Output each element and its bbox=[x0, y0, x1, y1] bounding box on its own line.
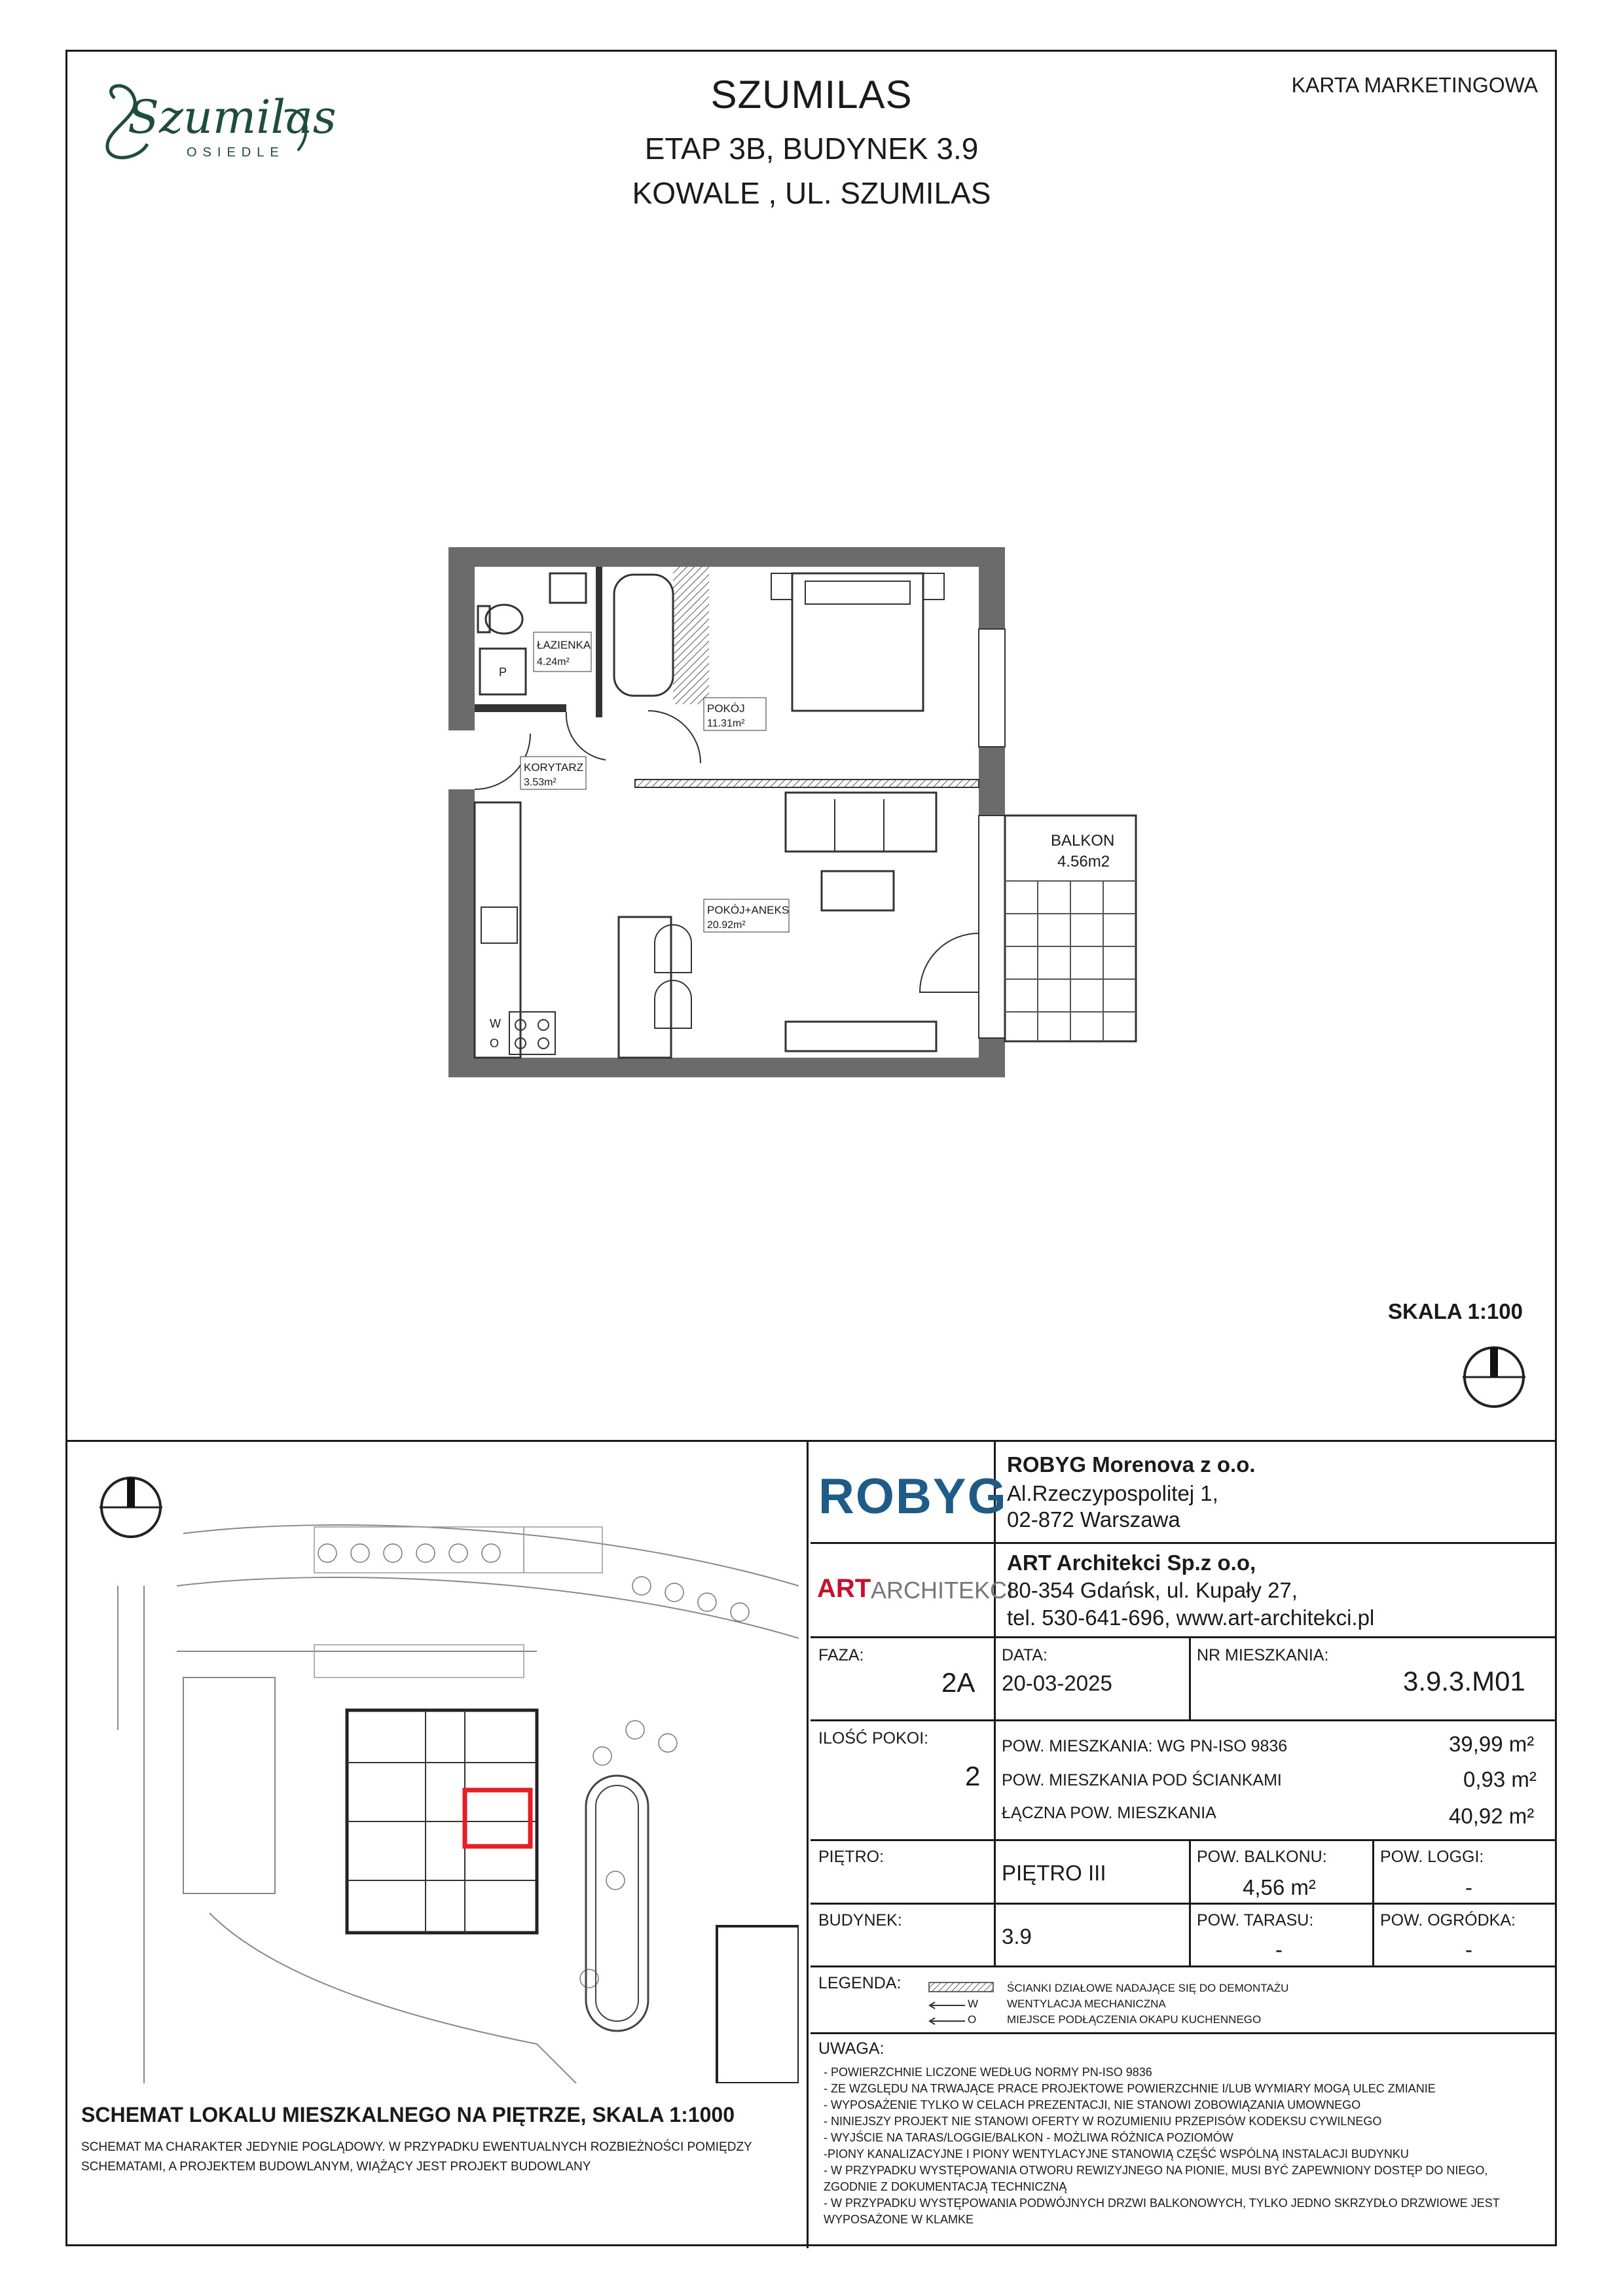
garden-area-label: POW. OGRÓDKA: bbox=[1380, 1911, 1516, 1929]
floor-plan bbox=[439, 541, 1139, 1084]
wall-north bbox=[448, 547, 1005, 567]
info-block bbox=[65, 1440, 1557, 2246]
site-north-arrow-icon bbox=[100, 1478, 162, 1537]
wall-bathroom-south bbox=[475, 704, 566, 712]
page-subtitle-location: KOWALE , UL. SZUMILAS bbox=[632, 176, 991, 210]
note-item: - WYJŚCIE NA TARAS/LOGGIE/BALKON - MOŻLIWA RÓŻNICA POZIOMÓW bbox=[824, 2131, 1233, 2144]
date-value: 20-03-2025 bbox=[1002, 1671, 1112, 1695]
legend-item-ventilation: WENTYLACJA MECHANICZNA bbox=[1007, 1998, 1166, 2010]
note-item: - WYPOSAŻENIE TYLKO W CELACH PREZENTACJI, NIE STANOWI ZOBOWIĄZANIA UMOWNEGO bbox=[824, 2098, 1361, 2111]
installation-shaft bbox=[673, 567, 709, 704]
room-label-balkon bbox=[1051, 832, 1114, 870]
site-plan-panel bbox=[65, 1442, 809, 2248]
svg-text:3.53m²: 3.53m² bbox=[524, 777, 556, 788]
architect-contact: tel. 530-641-696, www.art-architekci.pl bbox=[1007, 1605, 1375, 1630]
note-item: - W PRZYPADKU WYSTĘPOWANIA OTWORU REWIZYJNEGO NA PIONIE, MUSI BYĆ ZAPEWNIONY DOSTĘP DO NIEGO, bbox=[824, 2164, 1488, 2177]
area-row bbox=[811, 1721, 1557, 1841]
legend-w-symbol: W bbox=[968, 1998, 979, 2010]
room-label-lazienka bbox=[534, 632, 591, 672]
entrance-opening bbox=[448, 730, 475, 789]
svg-text:KORYTARZ: KORYTARZ bbox=[524, 761, 583, 774]
logo-text: Szumilas bbox=[128, 90, 337, 144]
fixture-p-label: P bbox=[499, 666, 507, 679]
svg-text:BALKON: BALKON bbox=[1051, 832, 1115, 850]
highlighted-unit bbox=[465, 1790, 530, 1846]
note-item: WYPOSAŻONE W KLAMKE bbox=[824, 2213, 974, 2226]
loggia-area-label: POW. LOGGI: bbox=[1380, 1848, 1484, 1866]
room-label-pokoj-aneks bbox=[704, 899, 789, 932]
developer-address-2: 02-872 Warszawa bbox=[1007, 1507, 1180, 1532]
wall-bathroom-east bbox=[596, 567, 602, 717]
note-item: -PIONY KANALIZACYJNE I PIONY WENTYLACYJNE STANOWIĄ CZĘŚĆ WSPÓLNĄ INSTALACJI BUDYNKU bbox=[824, 2147, 1409, 2161]
floor-value: PIĘTRO III bbox=[1002, 1861, 1106, 1885]
phase-label: FAZA: bbox=[818, 1646, 864, 1664]
developer-address-1: Al.Rzeczypospolitej 1, bbox=[1007, 1481, 1218, 1505]
developer-row bbox=[811, 1442, 1557, 1544]
balcony-area-label: POW. BALKONU: bbox=[1197, 1848, 1327, 1866]
building-label: BUDYNEK: bbox=[818, 1911, 902, 1929]
svg-text:ŁAZIENKA: ŁAZIENKA bbox=[537, 639, 591, 651]
terrace-area-value: - bbox=[1275, 1937, 1283, 1962]
legend-hatch-icon bbox=[928, 1982, 994, 1992]
room-label-korytarz bbox=[520, 757, 586, 789]
floor-label: PIĘTRO: bbox=[818, 1848, 884, 1866]
notes-block bbox=[811, 2034, 1557, 2248]
phase-value: 2A bbox=[941, 1667, 976, 1698]
site-plan bbox=[79, 1455, 799, 2083]
building-units bbox=[347, 1710, 537, 1933]
north-arrow-icon bbox=[1461, 1344, 1527, 1410]
page-title: SZUMILAS bbox=[710, 73, 913, 117]
note-item: - W PRZYPADKU WYSTĘPOWANIA PODWÓJNYCH DRZWI BALKONOWYCH, TYLKO JEDNO SKRZYDŁO DRZWIOWE JEST bbox=[824, 2197, 1500, 2210]
architect-address: 80-354 Gdańsk, ul. Kupały 27, bbox=[1007, 1578, 1298, 1602]
area-total-label: ŁĄCZNA POW. MIESZKANIA bbox=[1002, 1804, 1216, 1822]
robyg-logo: ROBYG bbox=[818, 1469, 1008, 1524]
art-logo-text: ARCHITEKCI bbox=[871, 1577, 1014, 1604]
phase-row bbox=[811, 1638, 1557, 1721]
date-label: DATA: bbox=[1002, 1646, 1048, 1664]
note-item: - NINIEJSZY PROJEKT NIE STANOWI OFERTY W ROZUMIENIU PRZEPISÓW KODEKSU CYWILNEGO bbox=[824, 2115, 1382, 2128]
svg-text:20.92m²: 20.92m² bbox=[707, 920, 746, 931]
wall-south bbox=[448, 1058, 1005, 1077]
parking-rows bbox=[314, 1527, 602, 1677]
svg-text:POKÓJ: POKÓJ bbox=[707, 702, 745, 715]
loggia-area-value: - bbox=[1465, 1875, 1472, 1899]
wall-west bbox=[448, 547, 475, 1071]
fixture-w-label: W bbox=[490, 1017, 501, 1030]
path-south bbox=[210, 1913, 576, 2083]
parking-west bbox=[183, 1677, 275, 1893]
site-plan-note-line1: SCHEMAT MA CHARAKTER JEDYNIE POGLĄDOWY. W PRZYPADKU EWENTUALNYCH ROZBIEŻNOŚCI POMIĘDZY bbox=[81, 2140, 752, 2154]
note-item: - POWIERZCHNIE LICZONE WEDŁUG NORMY PN-ISO 9836 bbox=[824, 2066, 1152, 2079]
area-under-walls-label: POW. MIESZKANIA POD ŚCIANKAMI bbox=[1002, 1771, 1282, 1789]
note-item: ZGODNIE Z DOKUMENTACJĄ TECHNICZNĄ bbox=[824, 2180, 1067, 2193]
wall-bedroom-south-demountable bbox=[635, 780, 979, 787]
notes-label: UWAGA: bbox=[818, 2039, 884, 2058]
architect-name: ART Architekci Sp.z o.o, bbox=[1007, 1551, 1256, 1575]
area-pn-label: POW. MIESZKANIA: WG PN-ISO 9836 bbox=[1002, 1737, 1288, 1755]
balcony-tiles bbox=[1005, 881, 1136, 1041]
floor-row bbox=[811, 1841, 1557, 1905]
legend-o-symbol: O bbox=[968, 2013, 977, 2026]
legend-label: LEGENDA: bbox=[818, 1974, 902, 1992]
area-pn-value: 39,99 m² bbox=[1449, 1732, 1535, 1756]
building-neighbour-outline bbox=[717, 1926, 799, 2083]
building-row bbox=[811, 1905, 1557, 1967]
legend-arrow-o-icon bbox=[928, 2017, 966, 2025]
plan-scale-label: SKALA 1:100 bbox=[1388, 1299, 1523, 1323]
art-logo-mark: ART bbox=[817, 1574, 871, 1603]
area-under-walls-value: 0,93 m² bbox=[1463, 1767, 1537, 1791]
site-plan-note-line2: SCHEMATAMI, A PROJEKTEM BUDOWLANYM, WIĄŻĄCY JEST PROJEKT BUDOWLANY bbox=[81, 2160, 591, 2174]
svg-text:4.24m²: 4.24m² bbox=[537, 656, 570, 668]
area-total-value: 40,92 m² bbox=[1449, 1804, 1535, 1828]
balcony-area-value: 4,56 m² bbox=[1243, 1875, 1316, 1899]
developer-name: ROBYG Morenova z o.o. bbox=[1007, 1452, 1256, 1477]
rooms-label: ILOŚĆ POKOI: bbox=[818, 1729, 929, 1748]
legend-item-demountable: ŚCIANKI DZIAŁOWE NADAJĄCE SIĘ DO DEMONTAŻU bbox=[1007, 1982, 1289, 1994]
fixture-o-label: O bbox=[490, 1037, 500, 1050]
balcony-door-opening bbox=[979, 816, 1005, 1038]
card-type-label: KARTA MARKETINGOWA bbox=[1291, 73, 1538, 97]
logo-subtext: OSIEDLE bbox=[187, 145, 285, 160]
terrace-area-label: POW. TARASU: bbox=[1197, 1911, 1314, 1929]
window-bedroom bbox=[979, 629, 1005, 747]
site-plan-title: SCHEMAT LOKALU MIESZKALNEGO NA PIĘTRZE, SKALA 1:1000 bbox=[81, 2103, 735, 2126]
legend-row bbox=[811, 1967, 1557, 2034]
svg-text:11.31m²: 11.31m² bbox=[707, 718, 745, 729]
page-subtitle-stage: ETAP 3B, BUDYNEK 3.9 bbox=[644, 132, 979, 166]
road-north bbox=[183, 1525, 799, 1586]
legend-item-hood: MIEJSCE PODŁĄCZENIA OKAPU KUCHENNEGO bbox=[1007, 2013, 1262, 2026]
architect-row bbox=[811, 1544, 1557, 1638]
building-value: 3.9 bbox=[1002, 1924, 1032, 1948]
garden-area-value: - bbox=[1465, 1937, 1472, 1962]
note-item: - ZE WZGLĘDU NA TRWAJĄCE PRACE PROJEKTOWE POWIERZCHNIE I/LUB WYMIARY MOGĄ ULEC ZMIANIE bbox=[824, 2082, 1436, 2095]
unit-number-value: 3.9.3.M01 bbox=[1403, 1666, 1525, 1696]
svg-text:POKÓJ+ANEKS: POKÓJ+ANEKS bbox=[707, 904, 790, 916]
rooms-value: 2 bbox=[965, 1761, 981, 1791]
room-label-pokoj bbox=[704, 698, 766, 730]
svg-text:4.56m2: 4.56m2 bbox=[1057, 853, 1110, 870]
unit-number-label: NR MIESZKANIA: bbox=[1197, 1646, 1329, 1664]
legend-arrow-w-icon bbox=[928, 2001, 966, 2009]
